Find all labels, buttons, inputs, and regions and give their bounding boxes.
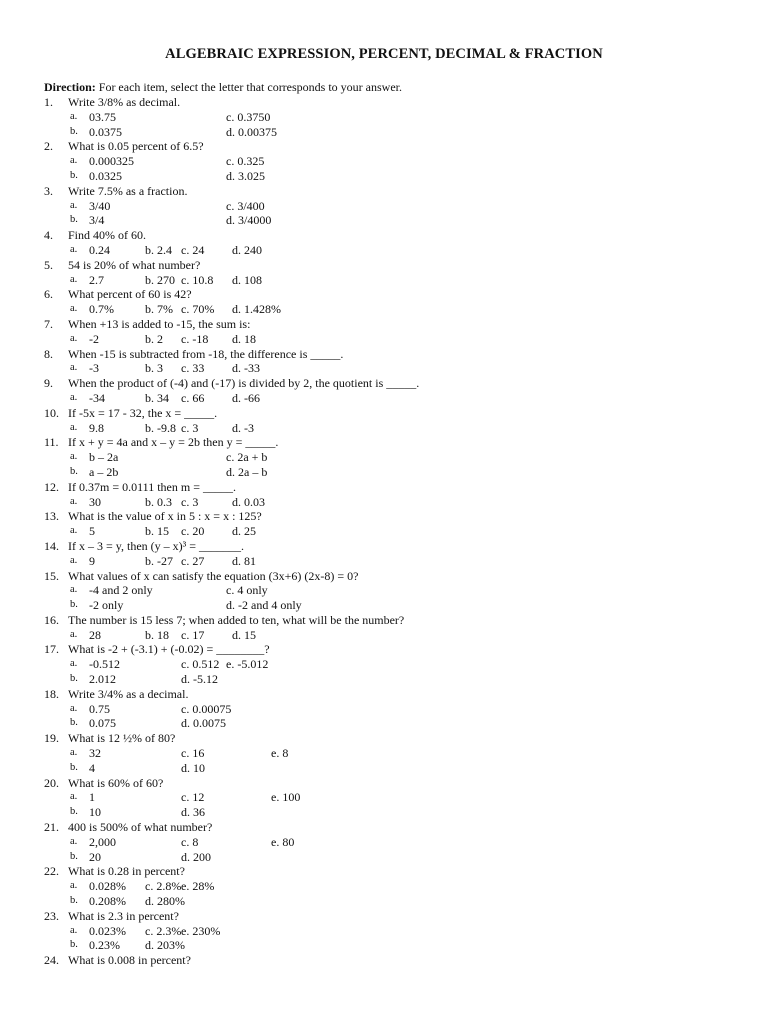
question-text: If x – 3 = y, then (y – x)³ = _______. (68, 538, 244, 553)
question-text: What is 2.3 in percent? (68, 908, 179, 923)
answer-choices-row (0, 938, 768, 953)
answer-choice[interactable]: 0.0375 (89, 124, 122, 139)
answer-choice-option-col-2[interactable]: c. 33 (181, 361, 205, 376)
answer-choices-row (0, 110, 768, 125)
choice-letter: b. (70, 939, 78, 951)
answer-choices-row (0, 361, 768, 376)
choice-letter: a. (70, 273, 78, 285)
question-number: 19. (44, 731, 59, 746)
choice-letter: a. (70, 835, 78, 847)
answer-choices-row (0, 199, 768, 214)
answer-choices-row (0, 154, 768, 169)
question-text: What is -2 + (-3.1) + (-0.02) = ________? (68, 642, 270, 657)
choice-letter: b. (70, 465, 78, 477)
choice-letter: b. (70, 895, 78, 907)
choice-letter: a. (70, 421, 78, 433)
answer-choice-option-col-2[interactable]: c. 20 (181, 524, 205, 539)
question-text: When -15 is subtracted from -18, the difference is _____. (68, 346, 344, 361)
answer-choice[interactable]: 03.75 (89, 109, 116, 124)
question-row (0, 287, 768, 302)
answer-choice[interactable]: -0.512 (89, 657, 120, 672)
question-text: The number is 15 less 7; when added to ten, what will be the number? (68, 612, 405, 627)
answer-choices-row (0, 583, 768, 598)
answer-choice[interactable]: 3/40 (89, 198, 111, 213)
question-row (0, 139, 768, 154)
question-number: 9. (44, 376, 53, 391)
answer-choice-option-col-1[interactable]: c. 16 (181, 746, 205, 761)
question-row (0, 435, 768, 450)
choice-letter: b. (70, 673, 78, 685)
answer-choices-row (0, 524, 768, 539)
answer-choices-row (0, 391, 768, 406)
answer-choice[interactable]: 0.028% (89, 879, 126, 894)
question-row (0, 731, 768, 746)
answer-choice-option-col-1[interactable]: d. 203% (145, 938, 185, 953)
answer-choice-option-col-1[interactable]: b. 7% (145, 302, 173, 317)
answer-choice-option-col-3[interactable]: d. 81 (232, 553, 256, 568)
question-list (0, 95, 768, 968)
answer-choice[interactable]: b – 2a (89, 450, 119, 465)
question-row (0, 95, 768, 110)
answer-choice[interactable]: 28 (89, 627, 101, 642)
answer-choice[interactable]: 0.23% (89, 938, 120, 953)
answer-choice[interactable]: 0.208% (89, 894, 126, 909)
answer-choice[interactable]: 0.24 (89, 242, 110, 257)
question-text: Find 40% of 60. (68, 228, 146, 243)
answer-choice-option-col-2[interactable]: e. -5.012 (226, 657, 269, 672)
question-text: What is 60% of 60? (68, 775, 164, 790)
question-number: 18. (44, 686, 59, 701)
answer-choices-row (0, 125, 768, 140)
choice-letter: a. (70, 747, 78, 759)
choice-letter: a. (70, 199, 78, 211)
question-number: 17. (44, 642, 59, 657)
question-number: 23. (44, 908, 59, 923)
question-text: When the product of (-4) and (-17) is divided by 2, the quotient is _____. (68, 376, 420, 391)
answer-choice[interactable]: 2,000 (89, 834, 116, 849)
answer-choice[interactable]: 2.012 (89, 672, 116, 687)
question-row (0, 776, 768, 791)
answer-choices-row (0, 243, 768, 258)
answer-choice-option-col-1[interactable]: b. 2 (145, 331, 163, 346)
answer-choices-row (0, 554, 768, 569)
question-row (0, 539, 768, 554)
question-row (0, 258, 768, 273)
choice-letter: a. (70, 791, 78, 803)
answer-choice-option-col-1[interactable]: b. 3 (145, 361, 163, 376)
answer-choices-row (0, 790, 768, 805)
choice-letter: b. (70, 717, 78, 729)
answer-choice-option-col-1[interactable]: c. 3/400 (226, 198, 265, 213)
answer-choice-option-col-1[interactable]: d. 10 (181, 760, 205, 775)
answer-choice-option-col-2[interactable]: e. 8 (271, 746, 289, 761)
answer-choice-option-col-1[interactable]: b. 270 (145, 272, 175, 287)
answer-choice-option-col-2[interactable]: e. 100 (271, 790, 301, 805)
answer-choice-option-col-1[interactable]: b. 18 (145, 627, 169, 642)
question-text: What is 12 ½% of 80? (68, 731, 176, 746)
choice-letter: a. (70, 880, 78, 892)
answer-choice[interactable]: 2.7 (89, 272, 104, 287)
answer-choices-row (0, 702, 768, 717)
question-text: 400 is 500% of what number? (68, 820, 213, 835)
answer-choices-row (0, 332, 768, 347)
answer-choice[interactable]: 1 (89, 790, 95, 805)
answer-choice-option-col-2[interactable]: e. 80 (271, 834, 295, 849)
question-row (0, 613, 768, 628)
choice-letter: a. (70, 332, 78, 344)
question-text: What is the value of x in 5 : x = x : 125? (68, 509, 262, 524)
answer-choice[interactable]: 0.075 (89, 716, 116, 731)
answer-choice-option-col-2[interactable]: c. 27 (181, 553, 205, 568)
answer-choice-option-col-2[interactable]: c. 3 (181, 494, 199, 509)
question-row (0, 642, 768, 657)
question-text: What values of x can satisfy the equation (3x+6) (2x-8) = 0? (68, 568, 359, 583)
question-text: If -5x = 17 - 32, the x = _____. (68, 405, 218, 420)
question-text: 54 is 20% of what number? (68, 257, 201, 272)
answer-choices-row (0, 495, 768, 510)
question-row (0, 687, 768, 702)
answer-choices-row (0, 465, 768, 480)
answer-choice-option-col-1[interactable]: c. 0.00075 (181, 701, 232, 716)
question-row (0, 569, 768, 584)
choice-letter: a. (70, 362, 78, 374)
question-row (0, 864, 768, 879)
answer-choice-option-col-1[interactable]: d. 200 (181, 849, 211, 864)
answer-choice-option-col-2[interactable]: e. 28% (181, 879, 215, 894)
question-row (0, 184, 768, 199)
choice-letter: b. (70, 214, 78, 226)
question-text: What is 0.28 in percent? (68, 864, 185, 879)
answer-choice-option-col-1[interactable]: c. 2.3% (145, 923, 182, 938)
choice-letter: a. (70, 702, 78, 714)
question-row (0, 317, 768, 332)
choice-letter: a. (70, 495, 78, 507)
answer-choice-option-col-3[interactable]: d. -3 (232, 420, 254, 435)
answer-choice-option-col-1[interactable]: c. 0.3750 (226, 109, 271, 124)
question-text: What percent of 60 is 42? (68, 287, 192, 302)
answer-choice-option-col-1[interactable]: d. 0.00375 (226, 124, 277, 139)
question-row (0, 376, 768, 391)
question-text: If 0.37m = 0.0111 then m = _____. (68, 479, 236, 494)
choice-letter: b. (70, 850, 78, 862)
choice-letter: b. (70, 125, 78, 137)
answer-choice[interactable]: -3 (89, 361, 99, 376)
question-number: 10. (44, 405, 59, 420)
choice-letter: a. (70, 451, 78, 463)
answer-choice-option-col-1[interactable]: b. 2.4 (145, 242, 172, 257)
answer-choice[interactable]: 0.0325 (89, 168, 122, 183)
answer-choice-option-col-3[interactable]: d. -66 (232, 390, 260, 405)
question-row (0, 909, 768, 924)
answer-choice[interactable]: 4 (89, 760, 95, 775)
answer-choices-row (0, 835, 768, 850)
question-row (0, 820, 768, 835)
answer-choice-option-col-1[interactable]: d. 36 (181, 805, 205, 820)
answer-choice-option-col-1[interactable]: c. 4 only (226, 583, 268, 598)
direction-label: Direction: (44, 80, 96, 94)
question-number: 13. (44, 509, 59, 524)
answer-choice-option-col-2[interactable]: c. 70% (181, 302, 215, 317)
answer-choices-row (0, 302, 768, 317)
answer-choices-row (0, 169, 768, 184)
answer-choices-row (0, 213, 768, 228)
choice-letter: b. (70, 599, 78, 611)
question-row (0, 953, 768, 968)
answer-choices-row (0, 273, 768, 288)
answer-choices-row (0, 657, 768, 672)
answer-choice-option-col-1[interactable]: d. 280% (145, 894, 185, 909)
answer-choice-option-col-1[interactable]: b. 0.3 (145, 494, 172, 509)
choice-letter: a. (70, 924, 78, 936)
question-number: 12. (44, 479, 59, 494)
answer-choice[interactable]: 10 (89, 805, 101, 820)
answer-choice[interactable]: 0.7% (89, 302, 114, 317)
direction-text: For each item, select the letter that corresponds to your answer. (95, 80, 402, 94)
answer-choice-option-col-2[interactable]: e. 230% (181, 923, 221, 938)
answer-choice-option-col-1[interactable]: d. 3/4000 (226, 213, 272, 228)
answer-choices-row (0, 924, 768, 939)
answer-choice-option-col-2[interactable]: c. 17 (181, 627, 205, 642)
answer-choice[interactable]: -2 only (89, 598, 124, 613)
answer-choice-option-col-1[interactable]: b. 15 (145, 524, 169, 539)
question-number: 6. (44, 287, 53, 302)
answer-choices-row (0, 672, 768, 687)
question-row (0, 228, 768, 243)
answer-choice-option-col-1[interactable]: d. 0.0075 (181, 716, 226, 731)
worksheet-title: ALGEBRAIC EXPRESSION, PERCENT, DECIMAL & FRACTION (165, 46, 603, 62)
answer-choices-row (0, 850, 768, 865)
answer-choice-option-col-2[interactable]: c. 3 (181, 420, 199, 435)
question-number: 1. (44, 95, 53, 109)
answer-choice[interactable]: 9.8 (89, 420, 104, 435)
question-number: 20. (44, 775, 59, 790)
answer-choices-row (0, 628, 768, 643)
directions (44, 80, 402, 95)
question-text: When +13 is added to -15, the sum is: (68, 316, 251, 331)
answer-choice-option-col-1[interactable]: c. 2.8% (145, 879, 182, 894)
answer-choice-option-col-3[interactable]: d. 240 (232, 242, 262, 257)
question-number: 2. (44, 139, 53, 154)
answer-choice-option-col-2[interactable]: c. -18 (181, 331, 209, 346)
answer-choice-option-col-1[interactable]: b. 34 (145, 390, 169, 405)
choice-letter: a. (70, 303, 78, 315)
answer-choice-option-col-3[interactable]: d. 0.03 (232, 494, 265, 509)
question-number: 24. (44, 953, 59, 968)
answer-choice[interactable]: -34 (89, 390, 105, 405)
answer-choice[interactable]: 3/4 (89, 213, 105, 228)
answer-choice-option-col-2[interactable]: c. 66 (181, 390, 205, 405)
question-text: Write 3/8% as decimal. (68, 95, 181, 109)
answer-choices-row (0, 598, 768, 613)
choice-letter: a. (70, 391, 78, 403)
answer-choices-row (0, 894, 768, 909)
question-text: If x + y = 4a and x – y = 2b then y = _____. (68, 435, 279, 450)
question-number: 15. (44, 568, 59, 583)
answer-choices-row (0, 746, 768, 761)
answer-choice-option-col-1[interactable]: c. 12 (181, 790, 205, 805)
question-number: 11. (44, 435, 59, 450)
answer-choice-option-col-1[interactable]: c. 0.512 (181, 657, 220, 672)
question-number: 22. (44, 864, 59, 879)
answer-choice-option-col-3[interactable]: d. 108 (232, 272, 262, 287)
choice-letter: a. (70, 554, 78, 566)
choice-letter: a. (70, 584, 78, 596)
choice-letter: a. (70, 658, 78, 670)
question-row (0, 480, 768, 495)
answer-choice[interactable]: 32 (89, 746, 101, 761)
answer-choice[interactable]: 0.023% (89, 923, 126, 938)
answer-choice[interactable]: 5 (89, 524, 95, 539)
choice-letter: b. (70, 806, 78, 818)
answer-choice-option-col-3[interactable]: d. -33 (232, 361, 260, 376)
answer-choice-option-col-1[interactable]: b. -9.8 (145, 420, 176, 435)
question-row (0, 347, 768, 362)
answer-choice[interactable]: 20 (89, 849, 101, 864)
choice-letter: a. (70, 155, 78, 167)
answer-choices-row (0, 421, 768, 436)
choice-letter: b. (70, 169, 78, 181)
choice-letter: a. (70, 525, 78, 537)
question-number: 8. (44, 346, 53, 361)
question-number: 7. (44, 316, 53, 331)
answer-choices-row (0, 805, 768, 820)
answer-choice[interactable]: 0.75 (89, 701, 110, 716)
question-number: 5. (44, 257, 53, 272)
answer-choice[interactable]: 30 (89, 494, 101, 509)
answer-choice-option-col-3[interactable]: d. 1.428% (232, 302, 281, 317)
answer-choice-option-col-1[interactable]: c. 2a + b (226, 450, 268, 465)
choice-letter: a. (70, 243, 78, 255)
choice-letter: a. (70, 110, 78, 122)
answer-choice-option-col-3[interactable]: d. 25 (232, 524, 256, 539)
question-row (0, 406, 768, 421)
question-number: 14. (44, 538, 59, 553)
question-row (0, 509, 768, 524)
answer-choice[interactable]: 0.000325 (89, 154, 134, 169)
question-text: Write 3/4% as a decimal. (68, 686, 189, 701)
answer-choice[interactable]: -4 and 2 only (89, 583, 153, 598)
answer-choice-option-col-1[interactable]: c. 8 (181, 834, 199, 849)
question-text: What is 0.008 in percent? (68, 953, 191, 968)
answer-choices-row (0, 450, 768, 465)
question-text: What is 0.05 percent of 6.5? (68, 139, 204, 154)
answer-choice-option-col-3[interactable]: d. 18 (232, 331, 256, 346)
question-number: 21. (44, 820, 59, 835)
answer-choice-option-col-1[interactable]: d. -2 and 4 only (226, 598, 302, 613)
question-number: 3. (44, 183, 53, 198)
answer-choice-option-col-1[interactable]: c. 0.325 (226, 154, 265, 169)
answer-choices-row (0, 761, 768, 776)
answer-choice-option-col-3[interactable]: d. 15 (232, 627, 256, 642)
answer-choices-row (0, 879, 768, 894)
answer-choice-option-col-1[interactable]: b. -27 (145, 553, 173, 568)
answer-choice-option-col-1[interactable]: d. 3.025 (226, 168, 265, 183)
answer-choice-option-col-2[interactable]: c. 10.8 (181, 272, 214, 287)
answer-choice[interactable]: -2 (89, 331, 99, 346)
question-number: 4. (44, 228, 53, 243)
answer-choice[interactable]: 9 (89, 553, 95, 568)
answer-choice-option-col-2[interactable]: c. 24 (181, 242, 205, 257)
question-number: 16. (44, 612, 59, 627)
choice-letter: b. (70, 761, 78, 773)
question-text: Write 7.5% as a fraction. (68, 183, 188, 198)
answer-choice-option-col-1[interactable]: d. -5.12 (181, 672, 218, 687)
answer-choice-option-col-1[interactable]: d. 2a – b (226, 464, 268, 479)
answer-choice[interactable]: a – 2b (89, 464, 119, 479)
choice-letter: a. (70, 628, 78, 640)
answer-choices-row (0, 716, 768, 731)
